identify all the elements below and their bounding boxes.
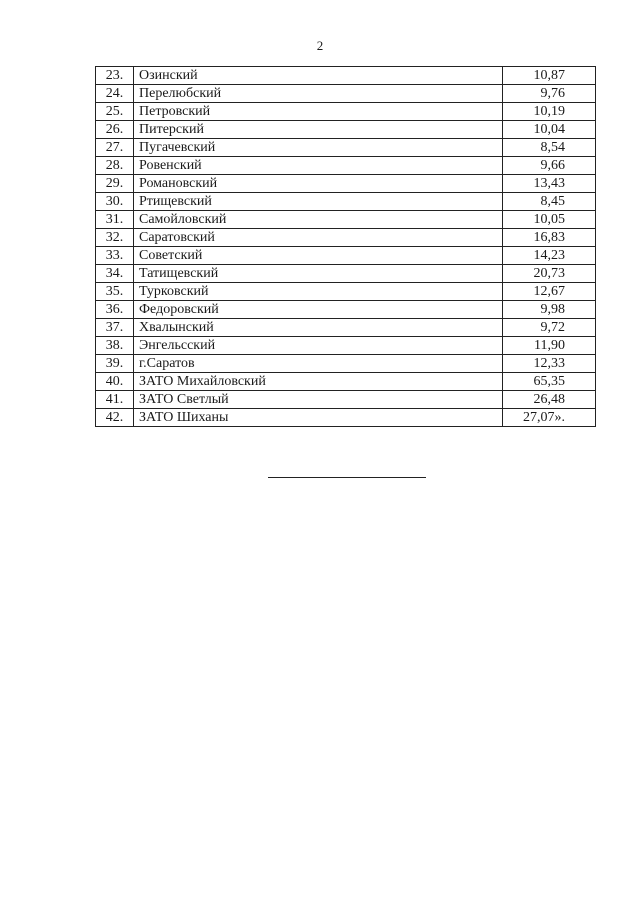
value-cell: 9,98 bbox=[503, 301, 596, 319]
value-cell: 10,87 bbox=[503, 67, 596, 85]
table-row bbox=[96, 409, 596, 427]
value-cell: 9,76 bbox=[503, 85, 596, 103]
table-row bbox=[96, 103, 596, 121]
row-number-cell: 33. bbox=[96, 247, 134, 265]
table-row bbox=[96, 85, 596, 103]
district-name-cell: Энгельсский bbox=[134, 337, 503, 355]
district-name-cell: ЗАТО Шиханы bbox=[134, 409, 503, 427]
value-cell: 8,54 bbox=[503, 139, 596, 157]
table-row bbox=[96, 373, 596, 391]
table-row bbox=[96, 247, 596, 265]
row-number-cell: 30. bbox=[96, 193, 134, 211]
table-row bbox=[96, 193, 596, 211]
value-cell: 65,35 bbox=[503, 373, 596, 391]
table-row bbox=[96, 337, 596, 355]
value-cell: 13,43 bbox=[503, 175, 596, 193]
table-body bbox=[96, 67, 596, 427]
table-row bbox=[96, 355, 596, 373]
table-row bbox=[96, 139, 596, 157]
table-row bbox=[96, 391, 596, 409]
row-number-cell: 35. bbox=[96, 283, 134, 301]
district-name-cell: Ртищевский bbox=[134, 193, 503, 211]
row-number-cell: 32. bbox=[96, 229, 134, 247]
value-cell: 26,48 bbox=[503, 391, 596, 409]
table-row bbox=[96, 229, 596, 247]
district-name-cell: Федоровский bbox=[134, 301, 503, 319]
district-name-cell: Самойловский bbox=[134, 211, 503, 229]
value-cell: 9,66 bbox=[503, 157, 596, 175]
district-name-cell: Советский bbox=[134, 247, 503, 265]
district-name-cell: Озинский bbox=[134, 67, 503, 85]
end-divider-line bbox=[268, 477, 426, 478]
district-name-cell: г.Саратов bbox=[134, 355, 503, 373]
row-number-cell: 39. bbox=[96, 355, 134, 373]
row-number-cell: 27. bbox=[96, 139, 134, 157]
table-row bbox=[96, 319, 596, 337]
value-cell: 12,67 bbox=[503, 283, 596, 301]
table-row bbox=[96, 157, 596, 175]
value-cell: 10,19 bbox=[503, 103, 596, 121]
row-number-cell: 23. bbox=[96, 67, 134, 85]
row-number-cell: 34. bbox=[96, 265, 134, 283]
table-row bbox=[96, 121, 596, 139]
district-name-cell: Пугачевский bbox=[134, 139, 503, 157]
row-number-cell: 25. bbox=[96, 103, 134, 121]
row-number-cell: 42. bbox=[96, 409, 134, 427]
row-number-cell: 40. bbox=[96, 373, 134, 391]
district-name-cell: Перелюбский bbox=[134, 85, 503, 103]
district-name-cell: Ровенский bbox=[134, 157, 503, 175]
value-cell: 9,72 bbox=[503, 319, 596, 337]
value-cell: 8,45 bbox=[503, 193, 596, 211]
district-name-cell: Питерский bbox=[134, 121, 503, 139]
value-cell: 11,90 bbox=[503, 337, 596, 355]
district-values-table bbox=[95, 66, 596, 427]
row-number-cell: 29. bbox=[96, 175, 134, 193]
table-row bbox=[96, 211, 596, 229]
district-name-cell: Хвалынский bbox=[134, 319, 503, 337]
district-name-cell: Татищевский bbox=[134, 265, 503, 283]
value-cell: 14,23 bbox=[503, 247, 596, 265]
table-row bbox=[96, 67, 596, 85]
district-name-cell: Петровский bbox=[134, 103, 503, 121]
value-cell: 20,73 bbox=[503, 265, 596, 283]
district-name-cell: Турковский bbox=[134, 283, 503, 301]
row-number-cell: 38. bbox=[96, 337, 134, 355]
row-number-cell: 36. bbox=[96, 301, 134, 319]
value-cell: 27,07». bbox=[503, 409, 596, 427]
row-number-cell: 24. bbox=[96, 85, 134, 103]
district-name-cell: ЗАТО Светлый bbox=[134, 391, 503, 409]
table-row bbox=[96, 283, 596, 301]
row-number-cell: 41. bbox=[96, 391, 134, 409]
table-row bbox=[96, 265, 596, 283]
district-name-cell: Романовский bbox=[134, 175, 503, 193]
district-name-cell: ЗАТО Михайловский bbox=[134, 373, 503, 391]
district-name-cell: Саратовский bbox=[134, 229, 503, 247]
value-cell: 10,04 bbox=[503, 121, 596, 139]
value-cell: 12,33 bbox=[503, 355, 596, 373]
value-cell: 16,83 bbox=[503, 229, 596, 247]
page-number: 2 bbox=[316, 38, 324, 53]
row-number-cell: 28. bbox=[96, 157, 134, 175]
row-number-cell: 31. bbox=[96, 211, 134, 229]
table-row bbox=[96, 175, 596, 193]
table-row bbox=[96, 301, 596, 319]
row-number-cell: 37. bbox=[96, 319, 134, 337]
row-number-cell: 26. bbox=[96, 121, 134, 139]
value-cell: 10,05 bbox=[503, 211, 596, 229]
